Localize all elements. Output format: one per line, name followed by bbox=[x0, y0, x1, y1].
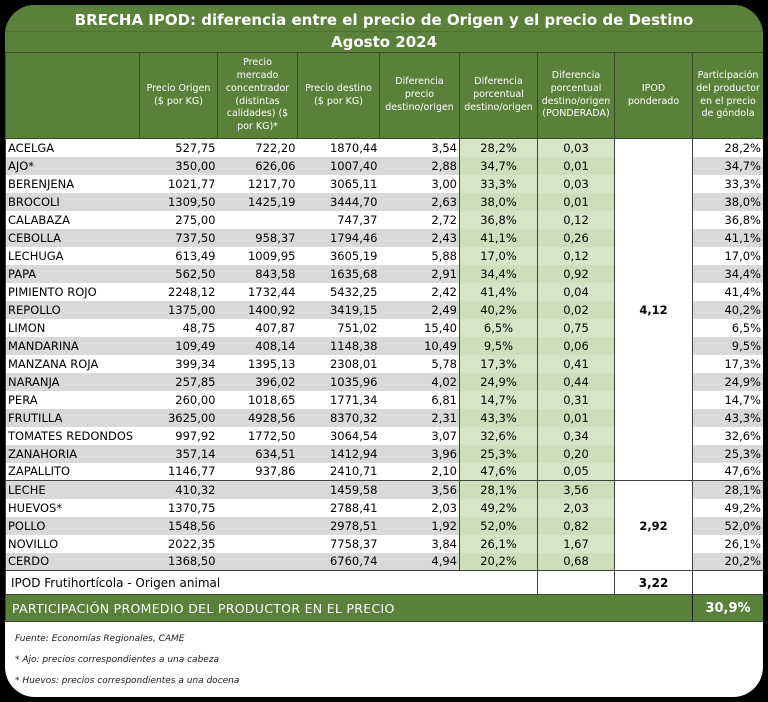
cell-ipod-ponderado: 4,12 bbox=[615, 301, 693, 319]
cell-dif-precio: 4,02 bbox=[380, 373, 460, 391]
cell-precio-origen: 2248,12 bbox=[140, 283, 218, 301]
cell-dif-porcentual: 33,3% bbox=[460, 175, 538, 193]
cell-dif-ponderada: 0,20 bbox=[538, 445, 615, 463]
cell-dif-ponderada: 1,67 bbox=[538, 535, 615, 553]
cell-dif-porcentual: 17,0% bbox=[460, 247, 538, 265]
cell-participacion: 17,0% bbox=[693, 247, 764, 265]
cell-precio-destino: 747,37 bbox=[298, 211, 380, 229]
cell-ipod-ponderado bbox=[615, 499, 693, 517]
cell-participacion: 26,1% bbox=[693, 535, 764, 553]
cell-participacion: 24,9% bbox=[693, 373, 764, 391]
cell-precio-mercado: 408,14 bbox=[218, 337, 298, 355]
cell-dif-precio: 2,91 bbox=[380, 265, 460, 283]
cell-dif-ponderada: 0,01 bbox=[538, 409, 615, 427]
table-row bbox=[6, 409, 764, 427]
cell-precio-origen: 3625,00 bbox=[140, 409, 218, 427]
cell-precio-destino: 2978,51 bbox=[298, 517, 380, 535]
ipod-table bbox=[5, 52, 763, 622]
cell-precio-mercado: 1009,95 bbox=[218, 247, 298, 265]
header-precio-destino: Precio destino ($ por KG) bbox=[298, 53, 380, 139]
cell-precio-destino: 1007,40 bbox=[298, 157, 380, 175]
cell-participacion: 34,7% bbox=[693, 157, 764, 175]
cell-dif-porcentual: 17,3% bbox=[460, 355, 538, 373]
table-row bbox=[6, 517, 764, 535]
cell-participacion: 33,3% bbox=[693, 175, 764, 193]
total-bar bbox=[6, 595, 764, 622]
cell-precio-mercado: 1732,44 bbox=[218, 283, 298, 301]
table-row bbox=[6, 175, 764, 193]
cell-precio-destino: 1635,68 bbox=[298, 265, 380, 283]
cell-precio-destino: 1870,44 bbox=[298, 139, 380, 157]
cell-participacion: 28,1% bbox=[693, 481, 764, 499]
header-ipod-ponderado: IPOD ponderado bbox=[615, 53, 693, 139]
cell-participacion: 9,5% bbox=[693, 337, 764, 355]
cell-precio-origen: 527,75 bbox=[140, 139, 218, 157]
cell-precio-origen: 1021,77 bbox=[140, 175, 218, 193]
cell-product-name: MANZANA ROJA bbox=[6, 355, 140, 373]
cell-precio-mercado: 407,87 bbox=[218, 319, 298, 337]
cell-precio-origen: 562,50 bbox=[140, 265, 218, 283]
cell-product-name: CALABAZA bbox=[6, 211, 140, 229]
table-row bbox=[6, 319, 764, 337]
cell-precio-origen: 275,00 bbox=[140, 211, 218, 229]
cell-precio-mercado: 626,06 bbox=[218, 157, 298, 175]
cell-product-name: CEBOLLA bbox=[6, 229, 140, 247]
cell-precio-destino: 3605,19 bbox=[298, 247, 380, 265]
cell-dif-precio: 1,92 bbox=[380, 517, 460, 535]
cell-precio-mercado: 1217,70 bbox=[218, 175, 298, 193]
cell-precio-destino: 3419,15 bbox=[298, 301, 380, 319]
cell-ipod-ponderado bbox=[615, 481, 693, 499]
header-product bbox=[6, 53, 140, 139]
cell-participacion: 17,3% bbox=[693, 355, 764, 373]
cell-precio-origen: 2022,35 bbox=[140, 535, 218, 553]
summary-part-cell bbox=[693, 571, 764, 595]
cell-ipod-ponderado bbox=[615, 463, 693, 481]
table-row bbox=[6, 283, 764, 301]
cell-participacion: 25,3% bbox=[693, 445, 764, 463]
cell-precio-destino: 7758,37 bbox=[298, 535, 380, 553]
cell-ipod-ponderado bbox=[615, 283, 693, 301]
cell-participacion: 41,1% bbox=[693, 229, 764, 247]
cell-product-name: PAPA bbox=[6, 265, 140, 283]
table-row bbox=[6, 481, 764, 499]
cell-dif-porcentual: 20,2% bbox=[460, 553, 538, 571]
cell-dif-precio: 2,42 bbox=[380, 283, 460, 301]
cell-precio-destino: 751,02 bbox=[298, 319, 380, 337]
cell-ipod-ponderado bbox=[615, 427, 693, 445]
cell-dif-precio: 3,96 bbox=[380, 445, 460, 463]
cell-precio-mercado bbox=[218, 481, 298, 499]
cell-participacion: 14,7% bbox=[693, 391, 764, 409]
cell-product-name: ZANAHORIA bbox=[6, 445, 140, 463]
cell-precio-origen: 357,14 bbox=[140, 445, 218, 463]
cell-dif-precio: 4,94 bbox=[380, 553, 460, 571]
cell-dif-ponderada: 2,03 bbox=[538, 499, 615, 517]
cell-product-name: LIMON bbox=[6, 319, 140, 337]
cell-precio-origen: 737,50 bbox=[140, 229, 218, 247]
table-row bbox=[6, 445, 764, 463]
header-dif-porcentual: Diferencia porcentual destino/origen bbox=[460, 53, 538, 139]
cell-dif-precio: 2,88 bbox=[380, 157, 460, 175]
cell-participacion: 38,0% bbox=[693, 193, 764, 211]
cell-dif-ponderada: 0,41 bbox=[538, 355, 615, 373]
cell-precio-destino: 5432,25 bbox=[298, 283, 380, 301]
table-row bbox=[6, 355, 764, 373]
cell-dif-precio: 2,72 bbox=[380, 211, 460, 229]
cell-dif-precio: 2,63 bbox=[380, 193, 460, 211]
cell-precio-destino: 2308,01 bbox=[298, 355, 380, 373]
cell-precio-origen: 1309,50 bbox=[140, 193, 218, 211]
cell-ipod-ponderado bbox=[615, 391, 693, 409]
cell-precio-origen: 48,75 bbox=[140, 319, 218, 337]
cell-dif-ponderada: 0,68 bbox=[538, 553, 615, 571]
cell-precio-mercado bbox=[218, 211, 298, 229]
cell-dif-porcentual: 47,6% bbox=[460, 463, 538, 481]
cell-precio-destino: 1459,58 bbox=[298, 481, 380, 499]
cell-precio-origen: 613,49 bbox=[140, 247, 218, 265]
cell-precio-mercado: 1425,19 bbox=[218, 193, 298, 211]
table-row bbox=[6, 247, 764, 265]
cell-product-name: PIMIENTO ROJO bbox=[6, 283, 140, 301]
title-bar bbox=[5, 5, 763, 52]
cell-precio-mercado: 843,58 bbox=[218, 265, 298, 283]
table-row bbox=[6, 427, 764, 445]
cell-dif-porcentual: 9,5% bbox=[460, 337, 538, 355]
cell-precio-origen: 1548,56 bbox=[140, 517, 218, 535]
cell-dif-porcentual: 52,0% bbox=[460, 517, 538, 535]
cell-dif-porcentual: 34,7% bbox=[460, 157, 538, 175]
cell-dif-ponderada: 0,05 bbox=[538, 463, 615, 481]
cell-ipod-ponderado bbox=[615, 535, 693, 553]
cell-precio-origen: 1146,77 bbox=[140, 463, 218, 481]
cell-participacion: 49,2% bbox=[693, 499, 764, 517]
cell-dif-precio: 10,49 bbox=[380, 337, 460, 355]
cell-dif-porcentual: 49,2% bbox=[460, 499, 538, 517]
cell-precio-mercado: 958,37 bbox=[218, 229, 298, 247]
cell-product-name: PERA bbox=[6, 391, 140, 409]
cell-dif-porcentual: 25,3% bbox=[460, 445, 538, 463]
cell-dif-porcentual: 32,6% bbox=[460, 427, 538, 445]
cell-precio-origen: 399,34 bbox=[140, 355, 218, 373]
cell-dif-ponderada: 0,44 bbox=[538, 373, 615, 391]
table-row bbox=[6, 193, 764, 211]
cell-precio-origen: 997,92 bbox=[140, 427, 218, 445]
page-title: BRECHA IPOD: diferencia entre el precio de Origen y el precio de Destino bbox=[5, 5, 763, 32]
cell-product-name: FRUTILLA bbox=[6, 409, 140, 427]
cell-product-name: MANDARINA bbox=[6, 337, 140, 355]
cell-product-name: ZAPALLITO bbox=[6, 463, 140, 481]
table-footer bbox=[6, 571, 764, 622]
cell-product-name: CERDO bbox=[6, 553, 140, 571]
cell-precio-origen: 257,85 bbox=[140, 373, 218, 391]
table-row bbox=[6, 373, 764, 391]
cell-precio-origen: 109,49 bbox=[140, 337, 218, 355]
summary-pond-cell bbox=[538, 571, 615, 595]
table-row bbox=[6, 139, 764, 157]
header-dif-precio: Diferencia precio destino/origen bbox=[380, 53, 460, 139]
cell-precio-mercado: 1400,92 bbox=[218, 301, 298, 319]
cell-product-name: ACELGA bbox=[6, 139, 140, 157]
cell-product-name: NARANJA bbox=[6, 373, 140, 391]
table-row bbox=[6, 211, 764, 229]
cell-dif-porcentual: 26,1% bbox=[460, 535, 538, 553]
cell-product-name: LECHE bbox=[6, 481, 140, 499]
cell-dif-ponderada: 0,01 bbox=[538, 193, 615, 211]
cell-ipod-ponderado bbox=[615, 409, 693, 427]
cell-ipod-ponderado bbox=[615, 445, 693, 463]
cell-dif-porcentual: 36,8% bbox=[460, 211, 538, 229]
cell-precio-destino: 3444,70 bbox=[298, 193, 380, 211]
cell-participacion: 47,6% bbox=[693, 463, 764, 481]
cell-precio-destino: 6760,74 bbox=[298, 553, 380, 571]
cell-ipod-ponderado bbox=[615, 229, 693, 247]
cell-product-name: REPOLLO bbox=[6, 301, 140, 319]
cell-dif-ponderada: 0,02 bbox=[538, 301, 615, 319]
cell-precio-destino: 8370,32 bbox=[298, 409, 380, 427]
cell-dif-precio: 2,10 bbox=[380, 463, 460, 481]
cell-precio-destino: 1794,46 bbox=[298, 229, 380, 247]
cell-precio-destino: 3064,54 bbox=[298, 427, 380, 445]
cell-participacion: 41,4% bbox=[693, 283, 764, 301]
cell-precio-mercado: 1018,65 bbox=[218, 391, 298, 409]
table-row bbox=[6, 157, 764, 175]
cell-dif-ponderada: 0,04 bbox=[538, 283, 615, 301]
cell-product-name: BROCOLI bbox=[6, 193, 140, 211]
cell-dif-precio: 2,03 bbox=[380, 499, 460, 517]
cell-precio-origen: 350,00 bbox=[140, 157, 218, 175]
cell-dif-ponderada: 0,34 bbox=[538, 427, 615, 445]
cell-dif-ponderada: 0,75 bbox=[538, 319, 615, 337]
cell-dif-precio: 2,31 bbox=[380, 409, 460, 427]
cell-precio-mercado: 4928,56 bbox=[218, 409, 298, 427]
cell-precio-mercado: 634,51 bbox=[218, 445, 298, 463]
page-subtitle: Agosto 2024 bbox=[330, 33, 438, 51]
cell-dif-porcentual: 24,9% bbox=[460, 373, 538, 391]
cell-dif-ponderada: 0,92 bbox=[538, 265, 615, 283]
cell-participacion: 52,0% bbox=[693, 517, 764, 535]
cell-dif-precio: 2,43 bbox=[380, 229, 460, 247]
summary-row bbox=[6, 571, 764, 595]
table-row bbox=[6, 553, 764, 571]
cell-product-name: LECHUGA bbox=[6, 247, 140, 265]
cell-dif-porcentual: 28,2% bbox=[460, 139, 538, 157]
cell-participacion: 6,5% bbox=[693, 319, 764, 337]
cell-dif-ponderada: 0,03 bbox=[538, 175, 615, 193]
cell-dif-porcentual: 41,1% bbox=[460, 229, 538, 247]
cell-precio-mercado: 937,86 bbox=[218, 463, 298, 481]
cell-precio-mercado: 1772,50 bbox=[218, 427, 298, 445]
cell-participacion: 34,4% bbox=[693, 265, 764, 283]
cell-participacion: 40,2% bbox=[693, 301, 764, 319]
table-row bbox=[6, 229, 764, 247]
cell-product-name: TOMATES REDONDOS bbox=[6, 427, 140, 445]
cell-dif-ponderada: 0,06 bbox=[538, 337, 615, 355]
cell-product-name: BERENJENA bbox=[6, 175, 140, 193]
cell-participacion: 43,3% bbox=[693, 409, 764, 427]
cell-ipod-ponderado bbox=[615, 211, 693, 229]
cell-dif-precio: 5,78 bbox=[380, 355, 460, 373]
cell-ipod-ponderado bbox=[615, 139, 693, 157]
cell-precio-destino: 1412,94 bbox=[298, 445, 380, 463]
cell-precio-mercado: 722,20 bbox=[218, 139, 298, 157]
table-row bbox=[6, 337, 764, 355]
cell-dif-ponderada: 0,26 bbox=[538, 229, 615, 247]
cell-participacion: 20,2% bbox=[693, 553, 764, 571]
table-row bbox=[6, 499, 764, 517]
cell-precio-origen: 1375,00 bbox=[140, 301, 218, 319]
cell-dif-precio: 2,49 bbox=[380, 301, 460, 319]
cell-product-name: NOVILLO bbox=[6, 535, 140, 553]
cell-dif-precio: 3,84 bbox=[380, 535, 460, 553]
cell-dif-precio: 3,00 bbox=[380, 175, 460, 193]
cell-dif-precio: 15,40 bbox=[380, 319, 460, 337]
cell-ipod-ponderado bbox=[615, 247, 693, 265]
summary-ipod-value: 3,22 bbox=[615, 571, 693, 595]
cell-dif-ponderada: 0,31 bbox=[538, 391, 615, 409]
cell-ipod-ponderado bbox=[615, 355, 693, 373]
table-row bbox=[6, 391, 764, 409]
cell-product-name: HUEVOS* bbox=[6, 499, 140, 517]
cell-ipod-ponderado: 2,92 bbox=[615, 517, 693, 535]
header-participacion: Participación del productor en el precio de góndola bbox=[693, 53, 764, 139]
cell-precio-mercado bbox=[218, 535, 298, 553]
cell-dif-ponderada: 0,82 bbox=[538, 517, 615, 535]
cell-precio-destino: 2788,41 bbox=[298, 499, 380, 517]
cell-ipod-ponderado bbox=[615, 373, 693, 391]
cell-dif-ponderada: 3,56 bbox=[538, 481, 615, 499]
cell-precio-destino: 1148,38 bbox=[298, 337, 380, 355]
cell-precio-origen: 410,32 bbox=[140, 481, 218, 499]
footnotes bbox=[5, 622, 763, 686]
cell-precio-mercado bbox=[218, 517, 298, 535]
table-row bbox=[6, 301, 764, 319]
cell-dif-porcentual: 41,4% bbox=[460, 283, 538, 301]
cell-ipod-ponderado bbox=[615, 175, 693, 193]
cell-product-name: POLLO bbox=[6, 517, 140, 535]
cell-ipod-ponderado bbox=[615, 157, 693, 175]
header-precio-mercado: Precio mercado concentrador (distintas calidades) ($ por KG)* bbox=[218, 53, 298, 139]
cell-dif-ponderada: 0,12 bbox=[538, 211, 615, 229]
cell-ipod-ponderado bbox=[615, 553, 693, 571]
cell-precio-mercado: 1395,13 bbox=[218, 355, 298, 373]
table-row bbox=[6, 463, 764, 481]
cell-dif-precio: 3,54 bbox=[380, 139, 460, 157]
cell-precio-destino: 2410,71 bbox=[298, 463, 380, 481]
report-card bbox=[5, 5, 763, 697]
cell-precio-mercado bbox=[218, 499, 298, 517]
cell-dif-porcentual: 14,7% bbox=[460, 391, 538, 409]
cell-precio-origen: 260,00 bbox=[140, 391, 218, 409]
cell-ipod-ponderado bbox=[615, 193, 693, 211]
table-header bbox=[6, 53, 764, 139]
cell-participacion: 28,2% bbox=[693, 139, 764, 157]
cell-precio-destino: 3065,11 bbox=[298, 175, 380, 193]
cell-dif-porcentual: 38,0% bbox=[460, 193, 538, 211]
cell-ipod-ponderado bbox=[615, 337, 693, 355]
cell-dif-precio: 6,81 bbox=[380, 391, 460, 409]
cell-ipod-ponderado bbox=[615, 319, 693, 337]
table-body bbox=[6, 139, 764, 571]
cell-dif-ponderada: 0,01 bbox=[538, 157, 615, 175]
footnote-ajo: * Ajo: precios correspondientes a una cabeza bbox=[15, 655, 220, 665]
cell-dif-porcentual: 28,1% bbox=[460, 481, 538, 499]
footnote-source: Fuente: Economías Regionales, CAME bbox=[15, 634, 185, 644]
footnote-huevos: * Huevos: precios correspondientes a una docena bbox=[15, 676, 240, 686]
cell-dif-ponderada: 0,12 bbox=[538, 247, 615, 265]
header-dif-ponderada: Diferencia porcentual destino/origen (PONDERADA) bbox=[538, 53, 615, 139]
summary-label: IPOD Frutihortícola - Origen animal bbox=[6, 571, 538, 595]
cell-dif-porcentual: 43,3% bbox=[460, 409, 538, 427]
cell-dif-porcentual: 40,2% bbox=[460, 301, 538, 319]
cell-precio-destino: 1035,96 bbox=[298, 373, 380, 391]
table-row bbox=[6, 535, 764, 553]
total-label: PARTICIPACIÓN PROMEDIO DEL PRODUCTOR EN EL PRECIO bbox=[6, 595, 693, 622]
header-precio-origen: Precio Origen ($ por KG) bbox=[140, 53, 218, 139]
cell-precio-mercado bbox=[218, 553, 298, 571]
cell-dif-ponderada: 0,03 bbox=[538, 139, 615, 157]
cell-precio-destino: 1771,34 bbox=[298, 391, 380, 409]
cell-ipod-ponderado bbox=[615, 265, 693, 283]
cell-dif-porcentual: 34,4% bbox=[460, 265, 538, 283]
cell-participacion: 32,6% bbox=[693, 427, 764, 445]
cell-dif-precio: 5,88 bbox=[380, 247, 460, 265]
cell-dif-precio: 3,56 bbox=[380, 481, 460, 499]
cell-participacion: 36,8% bbox=[693, 211, 764, 229]
cell-precio-origen: 1370,75 bbox=[140, 499, 218, 517]
total-value: 30,9% bbox=[693, 595, 764, 622]
cell-precio-origen: 1368,50 bbox=[140, 553, 218, 571]
table-row bbox=[6, 265, 764, 283]
cell-precio-mercado: 396,02 bbox=[218, 373, 298, 391]
cell-dif-porcentual: 6,5% bbox=[460, 319, 538, 337]
cell-product-name: AJO* bbox=[6, 157, 140, 175]
cell-dif-precio: 3,07 bbox=[380, 427, 460, 445]
